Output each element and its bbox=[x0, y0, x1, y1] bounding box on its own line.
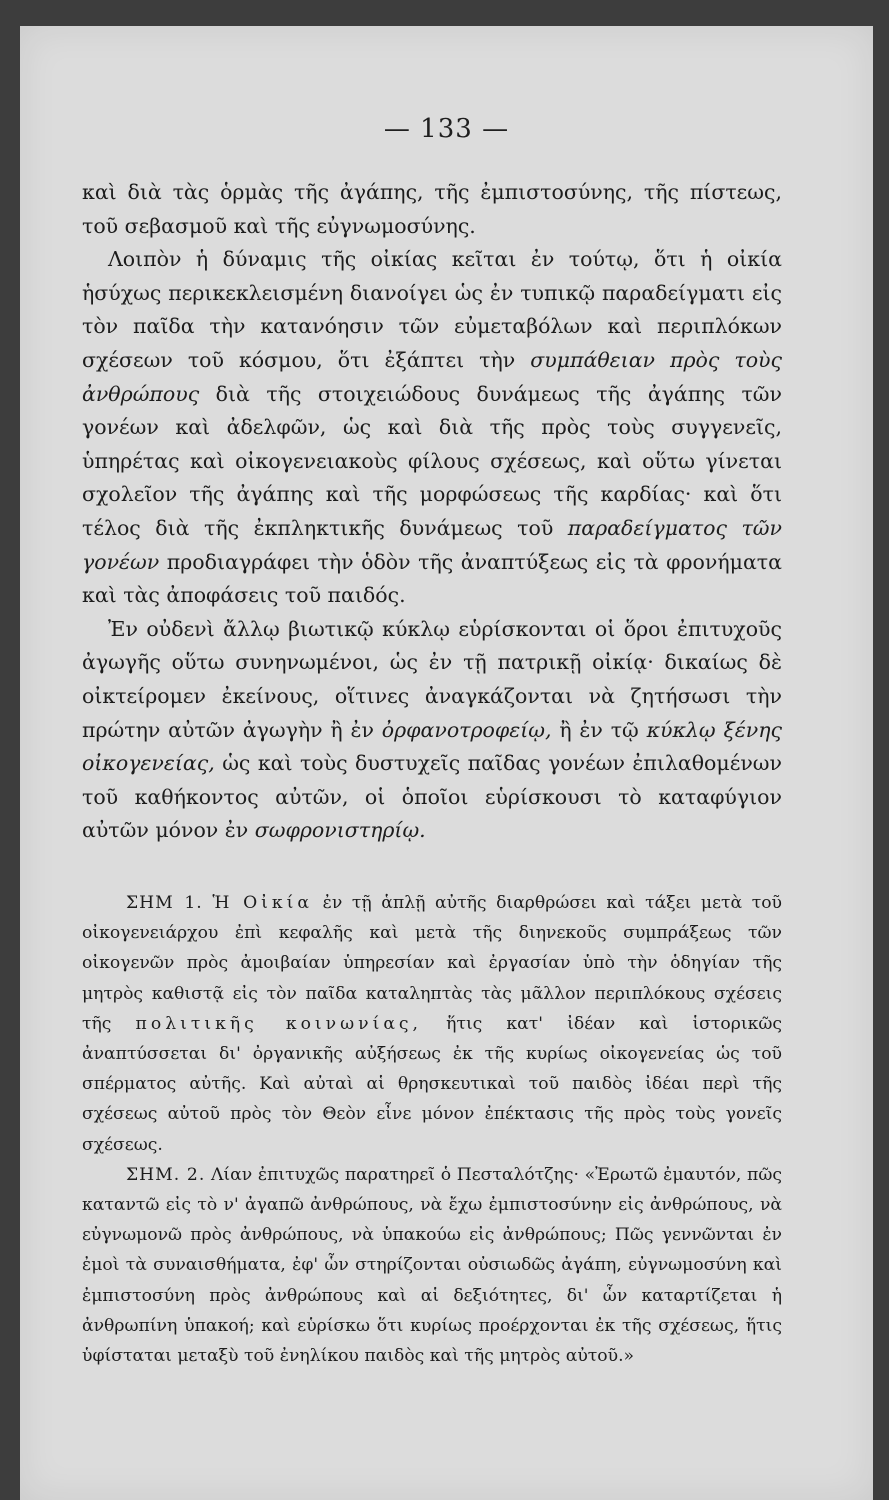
book-page bbox=[20, 26, 873, 1500]
paragraph-home-power bbox=[82, 243, 782, 613]
page-number: — 133 — bbox=[383, 114, 510, 144]
paragraph-text: διὰ τῆς στοιχειώδους δυνάμεως τῆς ἀγάπης τῶν γονέων καὶ ἀδελφῶν, ὡς καὶ διὰ τῆς πρὸς τοὺς συγγενεῖς, ὑπηρέτας καὶ οἰκογενειακοὺς φίλους σχέσεως, καὶ οὕτω γίνεται σχολεῖον τῆς ἀγάπης καὶ τῆς μορφώσεως τῆς καρδίας· καὶ ὅτι τέλος διὰ τῆς ἐκπληκτικῆς δυνάμεως τοῦ bbox=[82, 381, 782, 540]
spaced-word: Οἰκία bbox=[243, 893, 313, 913]
italic-phrase: κύκλῳ ξένης οἰκογενείας, bbox=[82, 717, 782, 776]
body-text bbox=[82, 176, 782, 848]
paragraph-text: Ἐν οὐδενὶ ἄλλῳ βιωτικῷ κύκλῳ εὑρίσκονται οἱ ὅροι ἐπιτυχοῦς ἀγωγῆς οὕτω συνηνωμένοι, ὡς ἐν τῇ πατρικῇ οἰκίᾳ· δικαίως δὲ οἰκτείρομεν ἐκείνους, οἵτινες ἀναγκάζονται νὰ ζητήσωσι τὴν πρώτην αὐτῶν ἀγωγὴν ἢ ἐν bbox=[82, 616, 782, 742]
paragraph-text: προδιαγράφει τὴν ὁδὸν τῆς ἀναπτύξεως εἰς τὰ φρονήματα καὶ τὰς ἀποφάσεις τοῦ παιδός. bbox=[82, 549, 782, 608]
note-1 bbox=[82, 888, 782, 1160]
paragraph-text: ἢ ἐν τῷ bbox=[559, 717, 639, 742]
footnotes bbox=[82, 888, 782, 1371]
paragraph-continuation bbox=[82, 176, 782, 243]
italic-phrase: συμπάθειαν πρὸς τοὺς ἀνθρώπους bbox=[82, 347, 782, 406]
note-text: ἥτις κατ' ἰδέαν καὶ ἱστορικῶς ἀναπτύσσεται δι' ὀργανικῆς αὐξήσεως ἐκ τῆς κυρίως οἰκογενείας ὡς τοῦ σπέρματος αὐτῆς. Καὶ αὐταὶ αἱ θρησκευτικαὶ τοῦ παιδὸς ἰδέαι περὶ τῆς σχέσεως αὐτοῦ πρὸς τὸν Θεὸν εἶνε μόνον ἐπέκτασις τῆς πρὸς τοὺς γονεῖς σχέσεως. bbox=[82, 1013, 782, 1155]
italic-phrase: ὀρφανοτροφείῳ, bbox=[381, 717, 552, 742]
paragraph-other-circles bbox=[82, 613, 782, 848]
note-label: ΣΗΜ. 2. bbox=[126, 1164, 206, 1185]
paragraph-text: ὡς καὶ τοὺς δυστυχεῖς παῖδας γονέων ἐπιλαθομένων τοῦ καθήκοντος αὐτῶν, οἱ ὁποῖοι εὑρίσκουσι τὸ καταφύγιον αὐτῶν μόνον ἐν bbox=[82, 751, 782, 843]
paragraph-text: καὶ διὰ τὰς ὁρμὰς τῆς ἀγάπης, τῆς ἐμπιστοσύνης, τῆς πίστεως, τοῦ σεβασμοῦ καὶ τῆς εὐγνωμοσύνης. bbox=[82, 180, 782, 238]
spaced-word: Ἡ bbox=[212, 893, 234, 913]
note-2 bbox=[82, 1160, 782, 1371]
paragraph-text: Λοιπὸν ἡ δύναμις τῆς οἰκίας κεῖται ἐν τούτῳ, ὅτι ἡ οἰκία ἡσύχως περικεκλεισμένη διανοίγει ὡς ἐν τυπικῷ παραδείγματι εἰς τὸν παῖδα τὴν κατανόησιν τῶν εὐμεταβόλων καὶ περιπλόκων σχέσεων τοῦ κόσμου, ὅτι ἐξάπτει τὴν bbox=[82, 247, 782, 372]
italic-phrase: παραδείγματος τῶν γονέων bbox=[82, 515, 782, 574]
spaced-word: πολιτικῆς κοινωνίας, bbox=[135, 1013, 423, 1034]
italic-phrase: σωφρονιστηρίῳ. bbox=[254, 818, 426, 843]
note-label: ΣΗΜ 1. bbox=[126, 893, 203, 913]
note-text: Λίαν ἐπιτυχῶς παρατηρεῖ ὁ Πεσταλότζης· «Ἐρωτῶ ἐμαυτόν, πῶς καταντῶ εἰς τὸ ν' ἀγαπῶ ἀνθρώπους, νὰ ἔχω ἐμπιστοσύνην εἰς ἀνθρώπους, νὰ εὐγνωμονῶ πρὸς ἀνθρώπους, νὰ ὑπακούω εἰς ἀνθρώπους; Πῶς γεννῶνται ἐν ἐμοὶ τὰ συναισθήματα, ἐφ' ὧν στηρίζονται οὐσιωδῶς ἀγάπη, εὐγνωμοσύνη καὶ ἐμπιστοσύνη πρὸς ἀνθρώπους καὶ αἱ δεξιότητες, δι' ὧν καταρτίζεται ἡ ἀνθρωπίνη ὑπακοή; καὶ εὑρίσκω ὅτι κυρίως προέρχονται ἐκ τῆς σχέσεως, ἥτις ὑφίσταται μεταξὺ τοῦ ἐνηλίκου παιδὸς καὶ τῆς μητρὸς αὐτοῦ.» bbox=[82, 1164, 782, 1367]
note-text: ἐν τῇ ἁπλῇ αὐτῆς διαρθρώσει καὶ τάξει μετὰ τοῦ οἰκογενειάρχου ἐπὶ κεφαλῆς καὶ μετὰ τῆς διηνεκοῦς συμπράξεως τῶν οἰκογενῶν πρὸς ἀμοιβαίαν ὑπηρεσίαν καὶ ἐργασίαν ὑπὸ τὴν ὁδηγίαν τῆς μητρὸς καθιστᾷ εἰς τὸν παῖδα καταληπτὰς τὰς μᾶλλον περιπλόκους σχέσεις τῆς bbox=[82, 893, 783, 1034]
